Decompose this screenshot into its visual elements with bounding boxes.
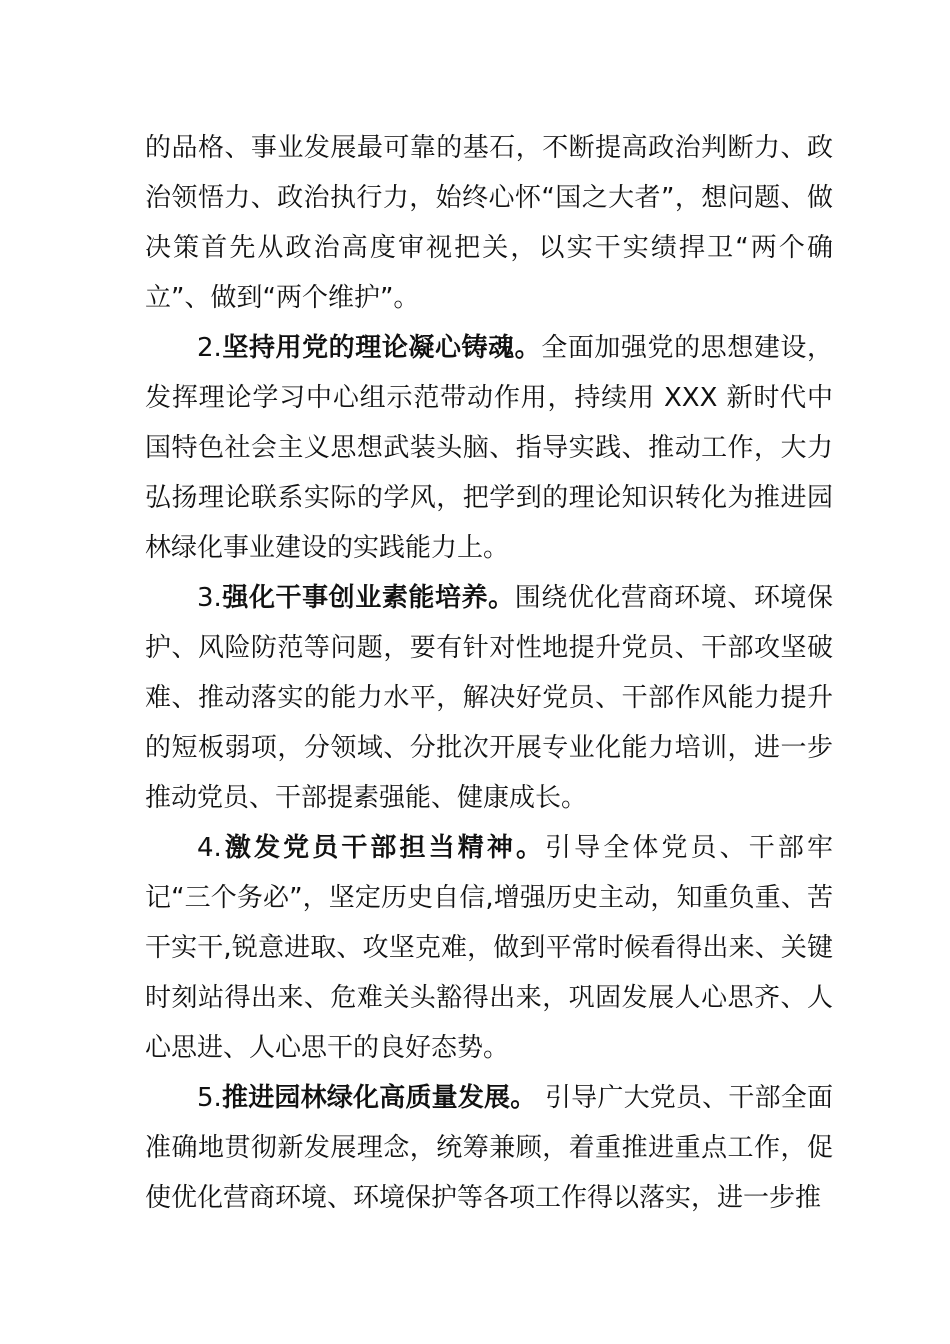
paragraph-2-heading: 坚持用党的理论凝心铸魂。 (221, 333, 542, 363)
paragraph-3-number: 3. (197, 583, 222, 613)
paragraph-5-heading: 推进园林绿化高质量发展。 (221, 1083, 537, 1113)
paragraph-2 (145, 323, 833, 573)
paragraph-5-number: 5. (197, 1083, 222, 1113)
paragraph-5 (145, 1073, 833, 1223)
paragraph-5-body: 引导广大党员、干部全面准确地贯彻新发展理念，统筹兼顾，着重推进重点工作，促使优化营商环境、环境保护等各项工作得以落实，进一步推 (145, 1083, 833, 1213)
paragraph-1 (145, 123, 833, 323)
paragraph-3-body: 围绕优化营商环境、环境保护、风险防范等问题，要有针对性地提升党员、干部攻坚破难、推动落实的能力水平，解决好党员、干部作风能力提升的短板弱项，分领域、分批次开展专业化能力培训，进一步推动党员、干部提素强能、健康成长。 (145, 583, 833, 813)
paragraph-1-body: 的品格、事业发展最可靠的基石，不断提高政治判断力、政治领悟力、政治执行力，始终心怀“国之大者”，想问题、做决策首先从政治高度审视把关，以实干实绩捍卫“两个确立”、做到“两个维护”。 (145, 133, 833, 313)
paragraph-4-heading: 激发党员干部担当精神。 (221, 833, 546, 863)
document-body (145, 123, 833, 1223)
paragraph-4-number: 4. (197, 833, 222, 863)
paragraph-4 (145, 823, 833, 1073)
paragraph-3 (145, 573, 833, 823)
paragraph-2-body: 全面加强党的思想建设，发挥理论学习中心组示范带动作用，持续用 XXX 新时代中国特色社会主义思想武装头脑、指导实践、推动工作，大力弘扬理论联系实际的学风，把学到的理论知识转化为推进园林绿化事业建设的实践能力上。 (145, 333, 833, 563)
paragraph-3-heading: 强化干事创业素能培养。 (221, 583, 515, 613)
paragraph-2-number: 2. (197, 333, 222, 363)
paragraph-4-body: 引导全体党员、干部牢记“三个务必”，坚定历史自信,增强历史主动，知重负重、苦干实干,锐意进取、攻坚克难，做到平常时候看得出来、关键时刻站得出来、危难关头豁得出来，巩固发展人心思齐、人心思进、人心思干的良好态势。 (145, 833, 833, 1063)
